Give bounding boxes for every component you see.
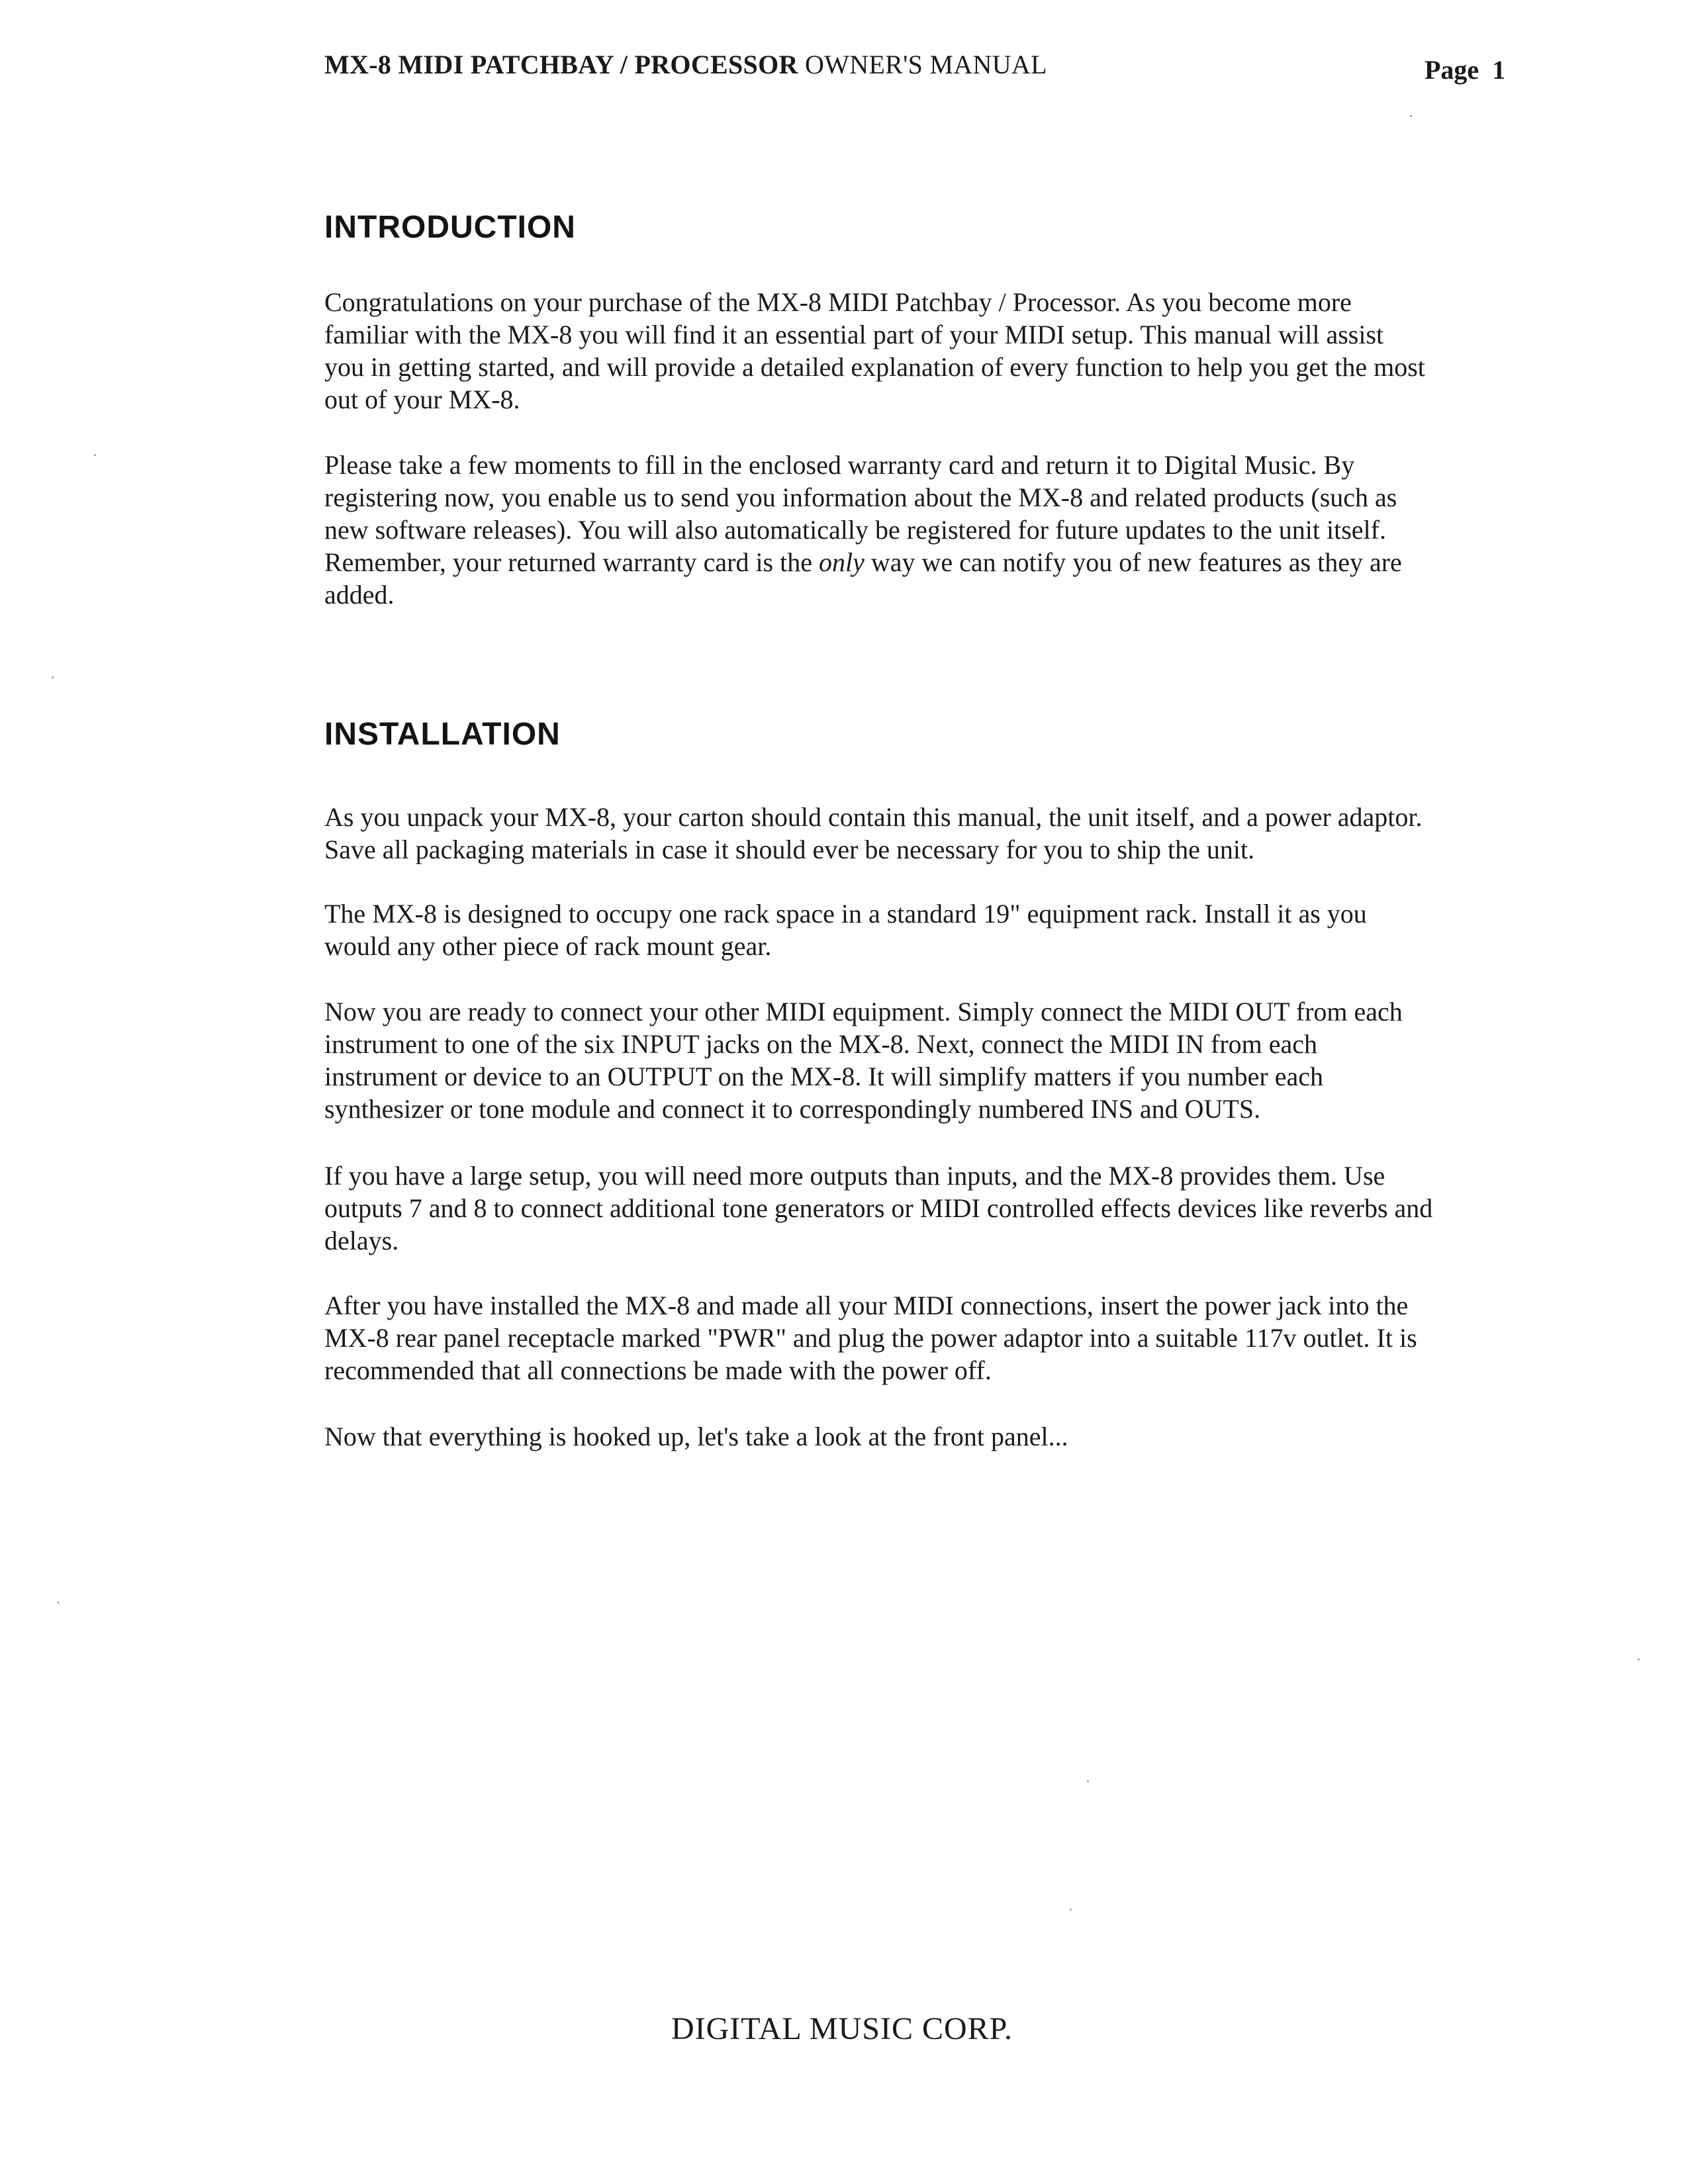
scan-speck <box>52 676 54 678</box>
installation-paragraph-2 <box>324 897 1489 962</box>
text-line: added. <box>324 580 395 610</box>
footer-company: DIGITAL MUSIC CORP. <box>671 2011 1013 2046</box>
text-line: would any other piece of rack mount gear. <box>324 931 772 961</box>
header-title-bold: MX-8 MIDI PATCHBAY / PROCESSOR <box>324 50 798 79</box>
text-line: As you unpack your MX-8, your carton should contain this manual, the unit itself, and a power adaptor. <box>324 802 1423 832</box>
text-line: delays. <box>324 1226 399 1255</box>
installation-paragraph-5 <box>324 1289 1489 1387</box>
text-line: registering now, you enable us to send you information about the MX-8 and related products (such as <box>324 482 1397 512</box>
text-line: synthesizer or tone module and connect it to correspondingly numbered INS and OUTS. <box>324 1094 1261 1124</box>
scan-speck <box>1070 1909 1072 1911</box>
emphasis-only: only <box>819 547 865 577</box>
text-segment: Remember, your returned warranty card is the <box>324 547 812 577</box>
scan-speck <box>1410 115 1412 117</box>
scan-speck <box>94 454 96 456</box>
text-line: outputs 7 and 8 to connect additional tone generators or MIDI controlled effects devices like reverbs and <box>324 1193 1433 1223</box>
header-title-rest: OWNER'S MANUAL <box>805 50 1047 79</box>
scan-speck <box>57 1602 59 1604</box>
text-line: The MX-8 is designed to occupy one rack space in a standard 19" equipment rack. Install it as you <box>324 899 1367 929</box>
page-number: Page 1 <box>1425 55 1506 85</box>
text-line: MX-8 rear panel receptacle marked "PWR" and plug the power adaptor into a suitable 117v outlet. It is <box>324 1323 1417 1353</box>
text-line: Now you are ready to connect your other MIDI equipment. Simply connect the MIDI OUT from each <box>324 997 1403 1026</box>
text-line: out of your MX-8. <box>324 385 520 414</box>
text-line: recommended that all connections be made with the power off. <box>324 1355 992 1385</box>
text-line <box>324 546 1489 578</box>
text-line: Now that everything is hooked up, let's take a look at the front panel... <box>324 1422 1068 1451</box>
text-segment: way we can notify you of new features as they are <box>870 547 1402 577</box>
introduction-heading: INTRODUCTION <box>324 210 576 245</box>
introduction-paragraph-1 <box>324 286 1489 416</box>
installation-paragraph-4 <box>324 1160 1489 1257</box>
installation-heading: INSTALLATION <box>324 717 561 752</box>
installation-paragraph-1 <box>324 801 1489 866</box>
scan-speck <box>1087 1780 1089 1782</box>
running-header <box>324 49 1047 80</box>
text-line: If you have a large setup, you will need more outputs than inputs, and the MX-8 provides them. Use <box>324 1161 1385 1191</box>
installation-paragraph-6 <box>324 1420 1489 1453</box>
text-line: instrument or device to an OUTPUT on the MX-8. It will simplify matters if you number each <box>324 1062 1323 1091</box>
text-line: Save all packaging materials in case it should ever be necessary for you to ship the unit. <box>324 835 1255 864</box>
text-line: you in getting started, and will provide a detailed explanation of every function to help you get the most <box>324 352 1425 382</box>
scan-speck <box>1638 1659 1640 1661</box>
text-line: familiar with the MX-8 you will find it an essential part of your MIDI setup. This manual will assist <box>324 320 1384 349</box>
introduction-paragraph-2 <box>324 449 1489 611</box>
text-line: new software releases). You will also automatically be registered for future updates to the unit itself. <box>324 515 1386 545</box>
text-line: instrument to one of the six INPUT jacks on the MX-8. Next, connect the MIDI IN from each <box>324 1029 1318 1059</box>
installation-paragraph-3 <box>324 995 1489 1125</box>
text-line: Please take a few moments to fill in the enclosed warranty card and return it to Digital Music. By <box>324 450 1355 480</box>
text-line: After you have installed the MX-8 and made all your MIDI connections, insert the power jack into the <box>324 1291 1409 1320</box>
text-line: Congratulations on your purchase of the MX-8 MIDI Patchbay / Processor. As you become more <box>324 287 1352 317</box>
